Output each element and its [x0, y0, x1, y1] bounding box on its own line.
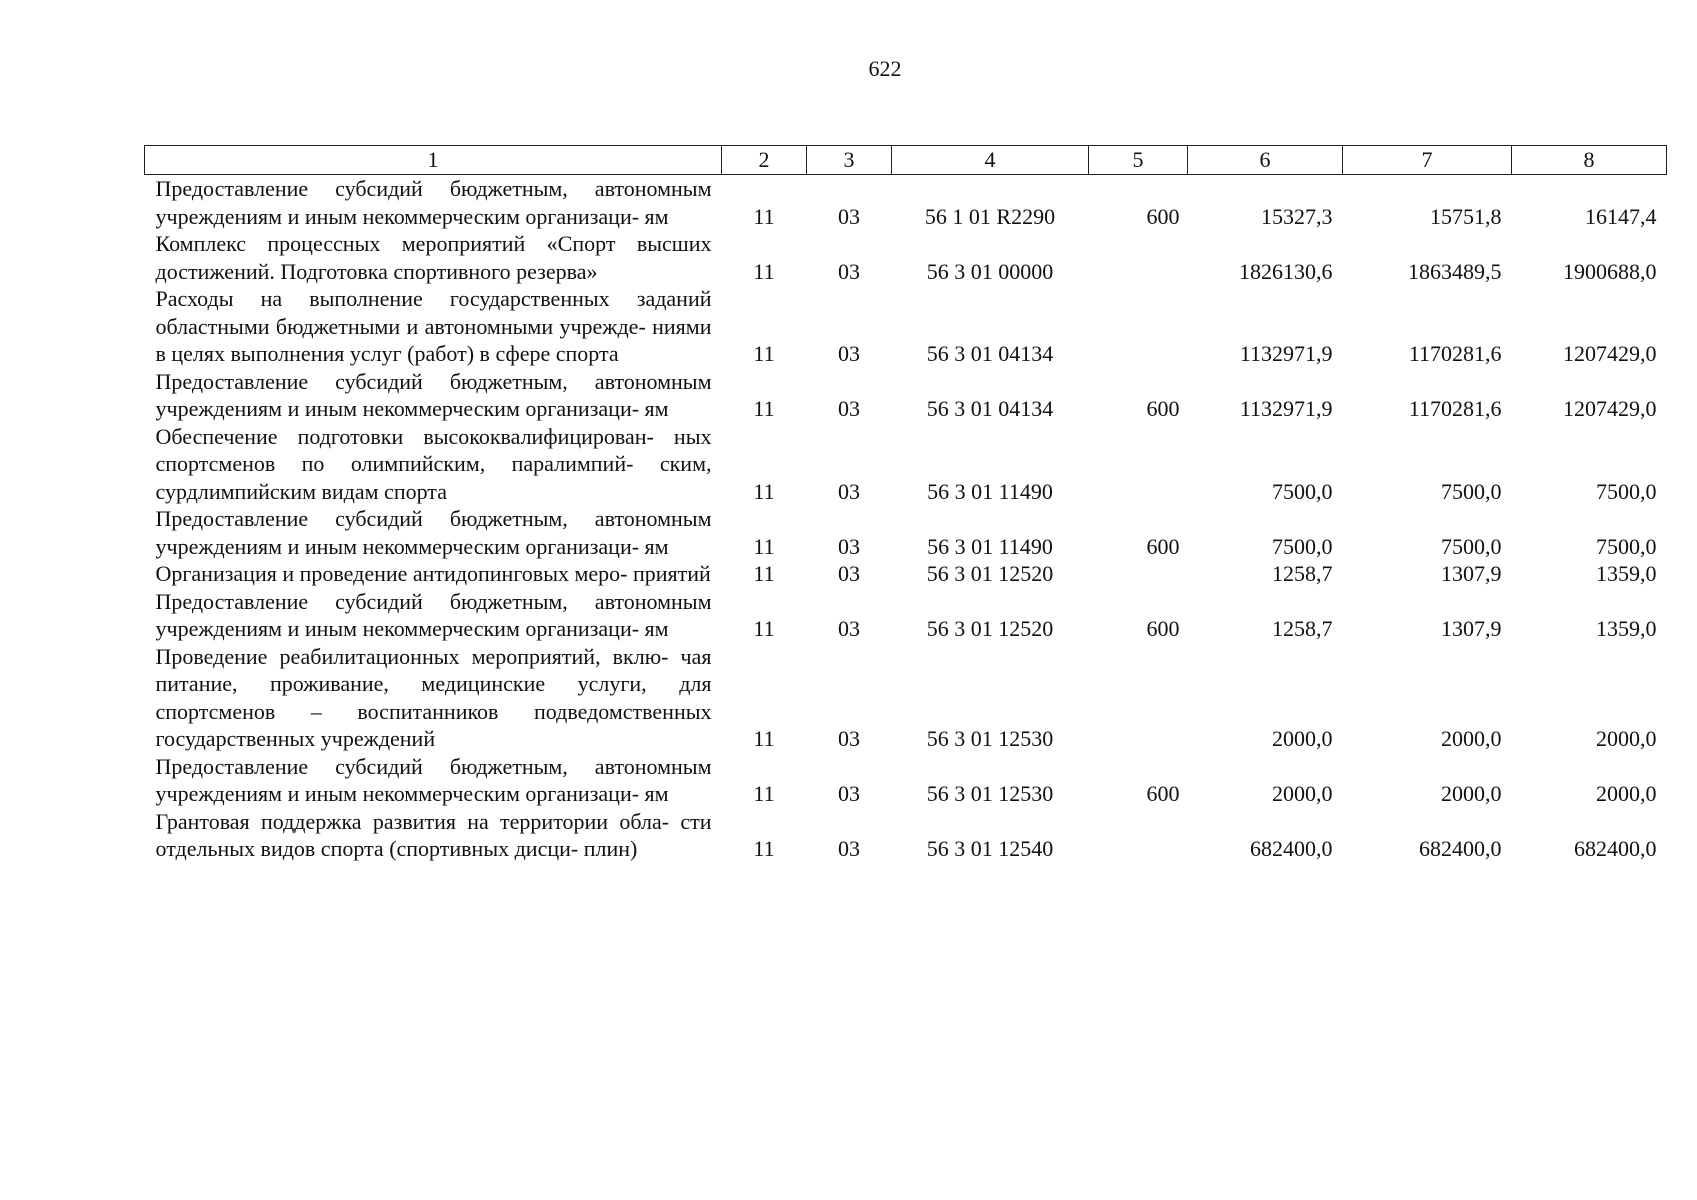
table-row	[145, 423, 1667, 506]
section-code: 11	[753, 616, 775, 641]
page-number: 622	[868, 56, 902, 81]
amount-year-2: 1863489,5	[1408, 258, 1502, 284]
section-code: 11	[753, 781, 775, 806]
target-article-code: 56 3 01 12540	[926, 836, 1054, 861]
column-header-1: 1	[145, 146, 722, 175]
amount-year-3: 7500,0	[1596, 533, 1657, 559]
section-code: 11	[753, 561, 775, 586]
column-header-2: 2	[722, 146, 807, 175]
section-code: 11	[753, 203, 775, 229]
row-description: Предоставление субсидий бюджетным, автономным учреждениям и иным некоммерческим организаци- ям	[155, 176, 712, 229]
amount-year-2: 7500,0	[1441, 478, 1502, 504]
expense-type-code	[1089, 560, 1188, 588]
amount-year-1: 7500,0	[1272, 478, 1333, 504]
amount-year-1: 1826130,6	[1239, 258, 1333, 284]
subsection-code: 03	[838, 781, 860, 806]
section-code: 11	[753, 726, 775, 751]
section-code: 11	[753, 836, 775, 861]
subsection-code: 03	[838, 836, 860, 861]
amount-year-3: 1207429,0	[1563, 396, 1657, 421]
table-row	[145, 175, 1667, 231]
target-article-code: 56 3 01 11490	[927, 533, 1053, 559]
amount-year-3: 682400,0	[1574, 836, 1657, 861]
subsection-code: 03	[838, 561, 860, 586]
section-code: 11	[753, 258, 775, 284]
target-article-code: 56 3 01 12520	[926, 561, 1054, 586]
table-row	[145, 285, 1667, 368]
amount-year-3: 1359,0	[1596, 561, 1657, 586]
row-description: Предоставление субсидий бюджетным, автономным учреждениям и иным некоммерческим организаци- ям	[155, 368, 712, 421]
subsection-code: 03	[838, 258, 860, 284]
expense-type-code: 600	[1146, 533, 1180, 559]
table-header	[145, 146, 1667, 175]
section-code: 11	[753, 396, 775, 421]
row-description: Предоставление субсидий бюджетным, автономным учреждениям и иным некоммерческим организаци- ям	[155, 588, 712, 641]
expense-type-code	[1089, 423, 1188, 506]
amount-year-2: 7500,0	[1441, 533, 1502, 559]
row-description: Предоставление субсидий бюджетным, автономным учреждениям и иным некоммерческим организаци- ям	[155, 506, 712, 559]
column-header-3: 3	[807, 146, 892, 175]
amount-year-1: 2000,0	[1272, 781, 1333, 806]
amount-year-3: 7500,0	[1596, 478, 1657, 504]
expense-type-code: 600	[1146, 616, 1180, 641]
amount-year-2: 2000,0	[1441, 726, 1502, 751]
subsection-code: 03	[838, 616, 860, 641]
target-article-code: 56 1 01 R2290	[924, 203, 1056, 229]
row-description: Обеспечение подготовки высококвалифицирован- ных спортсменов по олимпийским, паралимпий- ским, сурдлимпийским видам спорта	[155, 423, 712, 504]
amount-year-1: 2000,0	[1272, 726, 1333, 751]
amount-year-1: 1258,7	[1272, 616, 1333, 641]
table-body	[145, 175, 1667, 863]
target-article-code: 56 3 01 04134	[926, 341, 1054, 366]
amount-year-2: 1307,9	[1441, 561, 1502, 586]
subsection-code: 03	[838, 478, 860, 504]
target-article-code: 56 3 01 12530	[926, 781, 1054, 806]
row-description: Организация и проведение антидопинговых меро- приятий	[155, 561, 711, 586]
table-row	[145, 588, 1667, 643]
amount-year-2: 1307,9	[1441, 616, 1502, 641]
row-description: Проведение реабилитационных мероприятий, вклю- чая питание, проживание, медицинские услуги, для спортсменов – воспитанников подведомственных государственных учреждений	[155, 643, 712, 751]
section-code: 11	[753, 478, 775, 504]
row-description: Грантовая поддержка развития на территории обла- сти отдельных видов спорта (спортивных дисци- плин)	[155, 808, 712, 861]
target-article-code: 56 3 01 12520	[926, 616, 1054, 641]
table-row	[145, 560, 1667, 588]
amount-year-3: 1359,0	[1596, 616, 1657, 641]
amount-year-1: 682400,0	[1250, 836, 1333, 861]
expense-type-code: 600	[1146, 203, 1180, 229]
target-article-code: 56 3 01 00000	[926, 258, 1054, 284]
expense-type-code: 600	[1146, 396, 1180, 421]
amount-year-2: 2000,0	[1441, 781, 1502, 806]
column-header-7: 7	[1343, 146, 1512, 175]
expense-type-code	[1089, 230, 1188, 285]
target-article-code: 56 3 01 04134	[926, 396, 1054, 421]
column-header-6: 6	[1188, 146, 1343, 175]
target-article-code: 56 3 01 11490	[927, 478, 1053, 504]
section-code: 11	[753, 533, 775, 559]
column-header-8: 8	[1512, 146, 1667, 175]
header-row	[145, 146, 1667, 175]
row-description: Предоставление субсидий бюджетным, автономным учреждениям и иным некоммерческим организаци- ям	[155, 753, 712, 806]
table-row	[145, 753, 1667, 808]
table-row	[145, 368, 1667, 423]
amount-year-2: 682400,0	[1419, 836, 1502, 861]
row-description: Расходы на выполнение государственных заданий областными бюджетными и автономными учрежде- ниями в целях выполнения услуг (работ) в сфере спорта	[155, 286, 712, 366]
expense-type-code	[1089, 285, 1188, 368]
amount-year-1: 15327,3	[1261, 203, 1333, 229]
table-row	[145, 505, 1667, 560]
amount-year-2: 1170281,6	[1408, 341, 1502, 366]
amount-year-2: 15751,8	[1430, 203, 1502, 229]
subsection-code: 03	[838, 533, 860, 559]
amount-year-3: 1207429,0	[1563, 341, 1657, 366]
amount-year-1: 7500,0	[1272, 533, 1333, 559]
expense-type-code	[1089, 643, 1188, 753]
amount-year-2: 1170281,6	[1408, 396, 1502, 421]
target-article-code: 56 3 01 12530	[926, 726, 1054, 751]
amount-year-1: 1132971,9	[1239, 341, 1333, 366]
row-description: Комплекс процессных мероприятий «Спорт высших достижений. Подготовка спортивного резерва»	[155, 231, 712, 284]
amount-year-3: 2000,0	[1596, 781, 1657, 806]
amount-year-1: 1258,7	[1272, 561, 1333, 586]
amount-year-3: 2000,0	[1596, 726, 1657, 751]
column-header-5: 5	[1089, 146, 1188, 175]
table-row	[145, 643, 1667, 753]
expense-type-code	[1089, 808, 1188, 863]
section-code: 11	[753, 341, 775, 366]
column-header-4: 4	[892, 146, 1089, 175]
subsection-code: 03	[838, 203, 860, 229]
subsection-code: 03	[838, 726, 860, 751]
table-row	[145, 230, 1667, 285]
table-row	[145, 808, 1667, 863]
expense-type-code: 600	[1146, 781, 1180, 806]
amount-year-3: 1900688,0	[1563, 258, 1657, 284]
budget-table	[144, 145, 1667, 863]
subsection-code: 03	[838, 396, 860, 421]
amount-year-3: 16147,4	[1585, 203, 1657, 229]
subsection-code: 03	[838, 341, 860, 366]
amount-year-1: 1132971,9	[1239, 396, 1333, 421]
